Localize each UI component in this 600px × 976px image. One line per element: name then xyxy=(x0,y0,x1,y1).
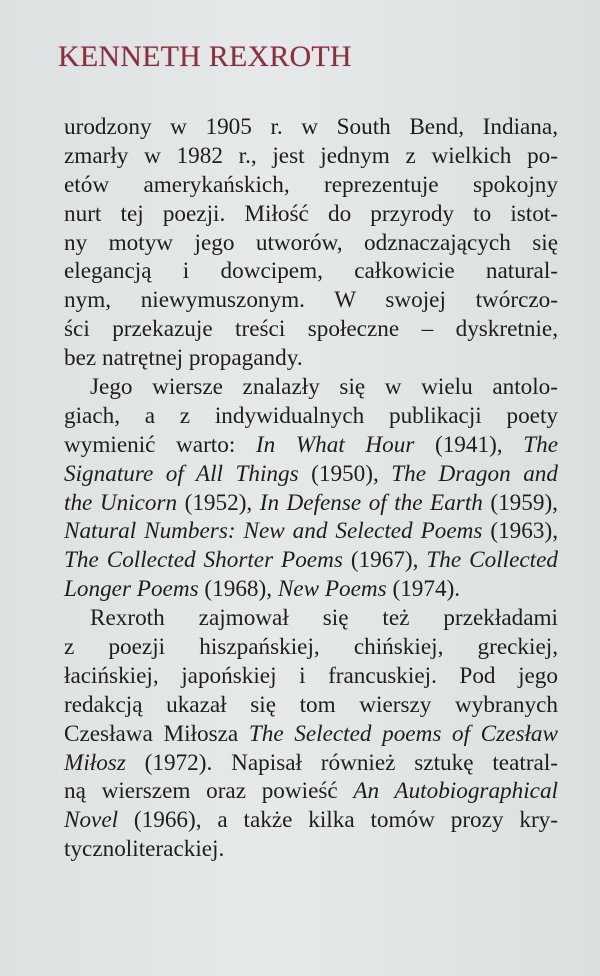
text-line xyxy=(64,402,558,431)
text-line xyxy=(64,257,558,286)
text-line xyxy=(64,315,558,344)
text-segment: wymienić warto: xyxy=(64,431,256,458)
italic-title-segment: The Collected xyxy=(426,547,558,574)
italic-title-segment: Natural Numbers: New and Selected Poems xyxy=(64,518,483,545)
italic-title-segment: The Collected Shorter Poems xyxy=(64,547,343,574)
text-line xyxy=(64,229,558,258)
author-biography xyxy=(64,113,558,864)
text-line xyxy=(64,835,558,864)
text-segment: (1959), xyxy=(482,489,558,516)
text-line xyxy=(64,575,558,604)
italic-title-segment: In Defense of the Earth xyxy=(259,489,483,516)
text-line xyxy=(64,200,558,229)
text-line xyxy=(64,662,558,691)
italic-title-segment: Longer Poems xyxy=(64,576,199,603)
author-name-heading: KENNETH REXROTH xyxy=(58,40,352,73)
italic-title-segment: Novel xyxy=(64,807,119,834)
text-segment: (1963), xyxy=(482,518,558,545)
text-segment: Rexroth zajmował się też przekładami xyxy=(90,605,558,632)
text-segment: z poezji hiszpańskiej, chińskiej, greckiej, xyxy=(64,634,558,661)
italic-title-segment: The xyxy=(523,431,558,458)
text-line xyxy=(64,373,558,402)
text-segment: (1967), xyxy=(342,547,427,574)
italic-title-segment: Signature of All Things xyxy=(64,460,299,487)
text-segment: etów amerykańskich, reprezentuje spokojny xyxy=(64,171,558,198)
text-line xyxy=(64,431,558,460)
text-segment: Jego wiersze znalazły się w wielu antolo- xyxy=(90,374,558,401)
text-segment: urodzony w 1905 r. w South Bend, Indiana, xyxy=(64,114,558,140)
italic-title-segment: the Unicorn xyxy=(64,489,178,516)
text-line xyxy=(64,286,558,315)
text-segment: (1941), xyxy=(414,431,524,458)
text-line xyxy=(64,604,558,633)
text-segment: nurt tej poezji. Miłość do przyrody to istot- xyxy=(64,200,558,227)
text-line xyxy=(64,460,558,489)
text-segment: bez natrętnej propagandy. xyxy=(64,345,303,372)
text-line xyxy=(64,691,558,720)
text-line xyxy=(64,344,558,373)
text-line xyxy=(64,777,558,806)
text-line xyxy=(64,806,558,835)
text-segment: redakcją ukazał się tom wierszy wybranych xyxy=(64,691,558,718)
text-segment: zmarły w 1982 r., jest jednym z wielkich po- xyxy=(64,142,558,169)
text-segment: (1950), xyxy=(298,460,392,487)
text-segment: nym, niewymuszonym. W swojej twórczo- xyxy=(64,287,558,314)
text-segment: elegancją i dowcipem, całkowicie natural- xyxy=(64,258,558,285)
text-line xyxy=(64,489,558,518)
text-line xyxy=(64,546,558,575)
text-segment: tycznoliterackiej. xyxy=(64,836,225,863)
text-segment: ny motyw jego utworów, odznaczających się xyxy=(64,229,558,256)
italic-title-segment: In What Hour xyxy=(255,431,415,458)
text-line xyxy=(64,720,558,749)
text-segment: (1974). xyxy=(386,576,461,603)
italic-title-segment: Miłosz xyxy=(64,749,126,776)
text-line xyxy=(64,633,558,662)
text-line xyxy=(64,749,558,778)
text-segment: ną wierszem oraz powieść xyxy=(64,778,354,805)
text-segment: (1952), xyxy=(177,489,260,516)
text-segment: Czesława Miłosza xyxy=(64,720,249,747)
italic-title-segment: New Poems xyxy=(277,576,387,603)
text-segment: (1968), xyxy=(198,576,278,603)
text-segment: łacińskiej, japońskiej i francuskiej. Pod jego xyxy=(64,662,558,689)
text-line xyxy=(64,113,558,142)
text-segment: ści przekazuje treści społeczne – dyskretnie, xyxy=(64,316,558,343)
text-segment: (1966), a także kilka tomów prozy kry- xyxy=(118,807,558,834)
italic-title-segment: The Selected poems of Czesław xyxy=(248,720,558,747)
text-line xyxy=(64,171,558,200)
italic-title-segment: The Dragon and xyxy=(391,460,558,487)
text-line xyxy=(64,517,558,546)
text-line xyxy=(64,142,558,171)
text-segment: giach, a z indywidualnych publikacji poety xyxy=(64,402,558,429)
italic-title-segment: An Autobiographical xyxy=(353,778,558,805)
text-segment: (1972). Napisał również sztukę teatral- xyxy=(125,749,558,776)
